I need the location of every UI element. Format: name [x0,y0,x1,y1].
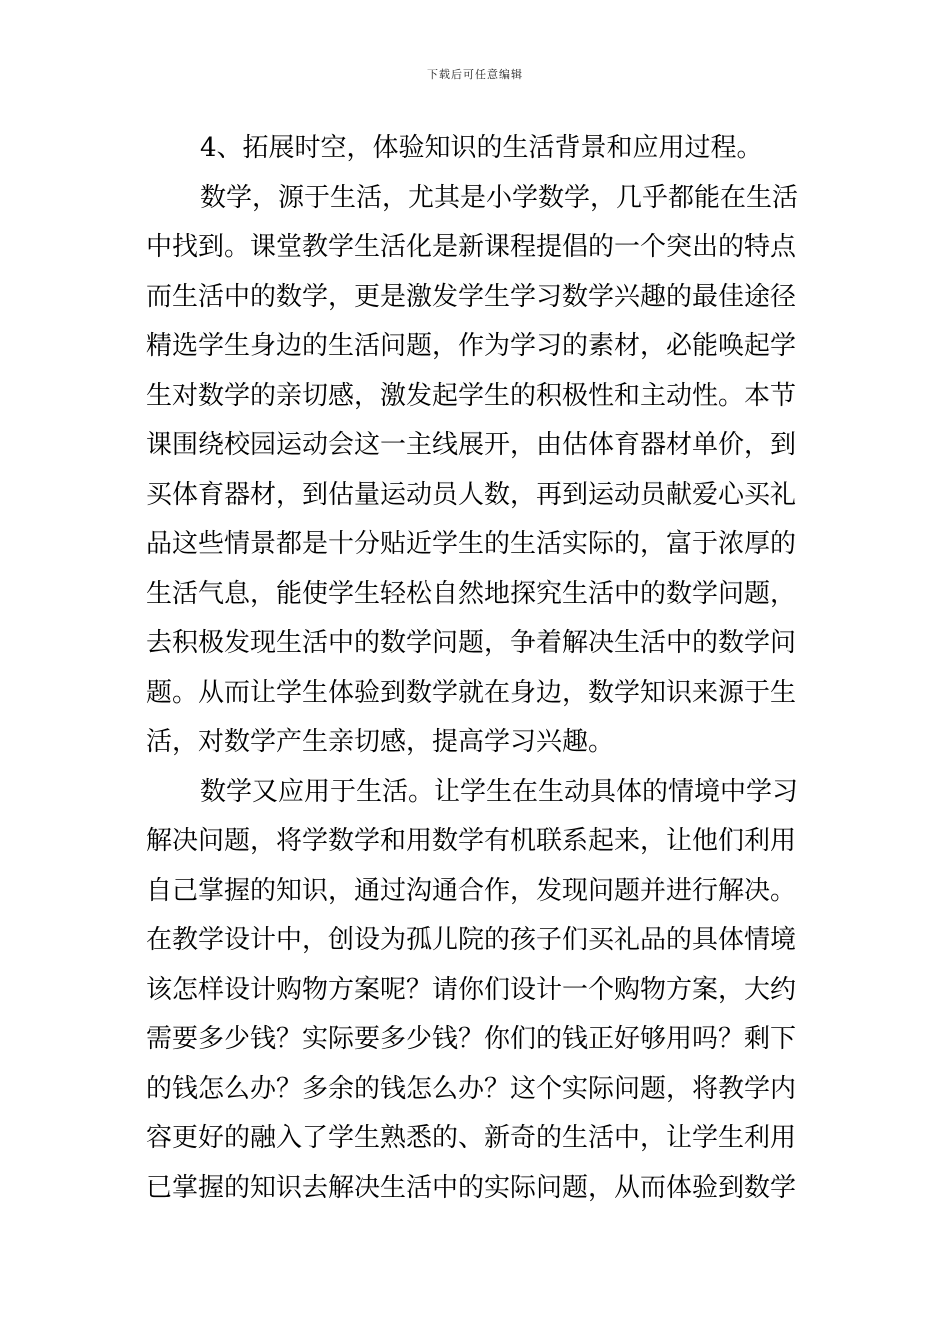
text-line: 解决问题，将学数学和用数学有机联系起来，让他们利用 [146,826,797,856]
text-line: 题。从而让学生体验到数学就在身边，数学知识来源于生 [146,677,797,708]
text-line: 数学，源于生活，尤其是小学数学，几乎都能在生活 [200,182,799,213]
text-line: 课围绕校园运动会这一主线展开，由估体育器材单价，到 [146,430,797,460]
section-heading: 4、拓展时空，体验知识的生活背景和应用过程。 [200,133,763,163]
text-line: 该怎样设计购物方案呢？请你们设计一个购物方案，大约 [146,974,797,1005]
text-line: 去积极发现生活中的数学问题，争着解决生活中的数学问 [146,628,797,658]
page-header: 下载后可任意编辑 [427,68,523,81]
text-line: 生活气息，能使学生轻松自然地探究生活中的数学问题， [146,578,797,609]
text-line: 精选学生身边的生活问题，作为学习的素材，必能唤起学 [146,331,797,361]
text-line: 自己掌握的知识，通过沟通合作，发现问题并进行解决。 [146,875,797,906]
text-line: 品这些情景都是十分贴近学生的生活实际的，富于浓厚的 [146,529,797,559]
text-line: 的钱怎么办？多余的钱怎么办？这个实际问题，将教学内 [146,1073,797,1104]
text-line: 生对数学的亲切感，激发起学生的积极性和主动性。本节 [146,380,797,411]
document-body [146,124,806,1213]
text-line: 买体育器材，到估量运动员人数，再到运动员献爱心买礼 [146,479,797,510]
text-line: 活，对数学产生亲切感，提高学习兴趣。 [146,727,615,757]
text-line: 数学又应用于生活。让学生在生动具体的情境中学习 [200,776,799,807]
text-line: 中找到。课堂教学生活化是新课程提倡的一个突出的特点 [146,232,797,262]
text-line: 需要多少钱？实际要多少钱？你们的钱正好够用吗？剩下 [146,1024,797,1054]
text-line: 容更好的融入了学生熟悉的、新奇的生活中，让学生利用 [146,1123,797,1153]
text-line: 而生活中的数学，更是激发学生学习数学兴趣的最佳途径 [146,281,797,312]
text-line: 已掌握的知识去解决生活中的实际问题，从而体验到数学 [146,1172,797,1203]
text-line: 在教学设计中，创设为孤儿院的孩子们买礼品的具体情境 [146,925,797,955]
